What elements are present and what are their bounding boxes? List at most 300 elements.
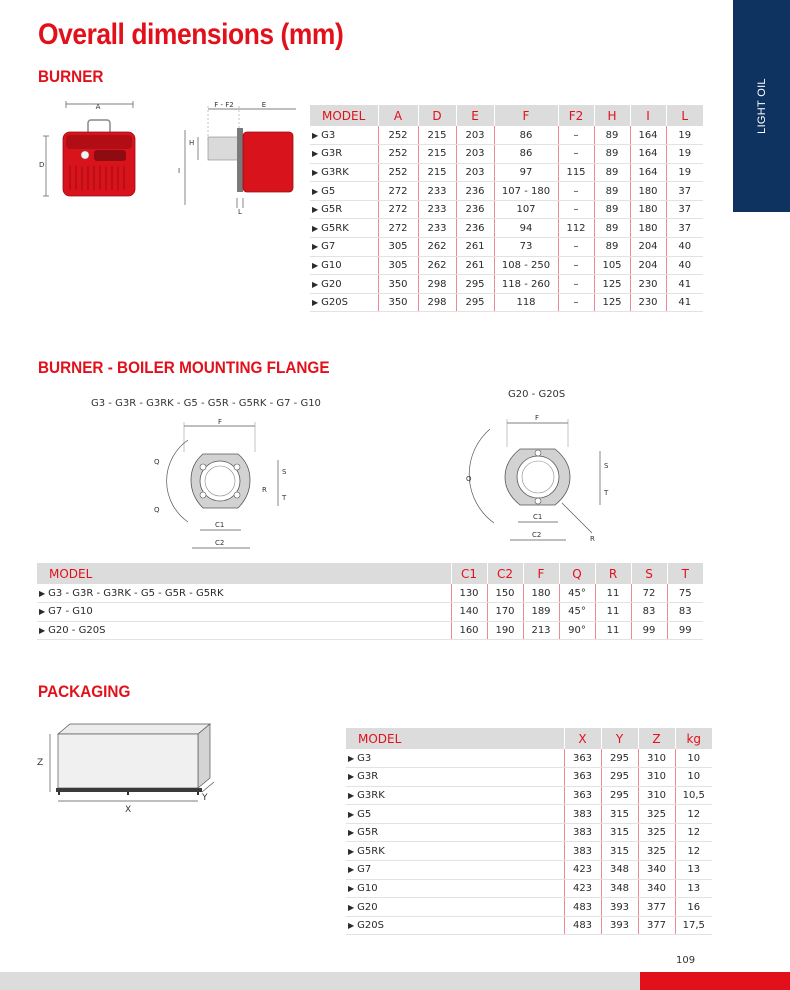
triangle-right-icon: ▶ — [312, 242, 319, 252]
burner-table-row — [310, 182, 703, 201]
model-name: G20 — [321, 278, 342, 290]
model-cell — [346, 879, 564, 898]
model-name: G3R — [357, 771, 379, 783]
triangle-right-icon: ▶ — [312, 167, 319, 177]
model-name: G5R — [357, 827, 379, 839]
value-cell: – — [558, 275, 594, 294]
packaging-dimensions-table — [346, 728, 712, 935]
value-cell: 215 — [418, 126, 456, 145]
triangle-right-icon: ▶ — [348, 753, 355, 763]
model-cell — [310, 293, 378, 312]
value-cell: 203 — [456, 163, 494, 182]
flange-right-dim-c2: C2 — [532, 531, 542, 539]
page-number: 109 — [676, 955, 696, 966]
value-cell: 305 — [378, 238, 418, 257]
value-cell: 73 — [494, 238, 558, 257]
column-header: I — [630, 105, 666, 126]
model-cell — [310, 145, 378, 164]
value-cell: – — [558, 126, 594, 145]
page-title: Overall dimensions (mm) — [38, 18, 344, 51]
value-cell: 180 — [630, 219, 666, 238]
burner-table-row — [310, 238, 703, 257]
model-cell — [346, 898, 564, 917]
value-cell: 11 — [595, 584, 631, 603]
value-cell: 377 — [638, 916, 675, 935]
value-cell: 315 — [601, 823, 638, 842]
triangle-right-icon: ▶ — [348, 828, 355, 838]
flange-right-dim-f: F — [535, 414, 540, 422]
section-title-flange: BURNER - BOILER MOUNTING FLANGE — [38, 358, 330, 377]
value-cell: 89 — [594, 182, 630, 201]
value-cell: 310 — [638, 786, 675, 805]
model-cell — [346, 805, 564, 824]
triangle-right-icon: ▶ — [312, 223, 319, 233]
value-cell: 86 — [494, 126, 558, 145]
flange-right-dim-q: Q — [466, 475, 472, 483]
value-cell: 89 — [594, 145, 630, 164]
packaging-table-row — [346, 823, 712, 842]
value-cell: 83 — [631, 603, 667, 622]
dim-label-d: D — [39, 161, 45, 169]
value-cell: 89 — [594, 219, 630, 238]
flange-right-dim-t: T — [604, 489, 609, 497]
side-tab-label: LIGHT OIL — [755, 78, 768, 134]
value-cell: 150 — [487, 584, 523, 603]
value-cell: 189 — [523, 603, 559, 622]
value-cell: 19 — [666, 126, 703, 145]
model-cell — [346, 916, 564, 935]
value-cell: 203 — [456, 145, 494, 164]
value-cell: 230 — [630, 293, 666, 312]
value-cell: 10,5 — [675, 786, 712, 805]
flange-right-dim-r: R — [590, 535, 595, 543]
value-cell: 90° — [559, 621, 595, 640]
flange-left-diagram — [148, 412, 308, 560]
column-header: MODEL — [37, 563, 451, 584]
value-cell: 89 — [594, 163, 630, 182]
packaging-table-row — [346, 861, 712, 880]
value-cell: 272 — [378, 182, 418, 201]
value-cell: 423 — [564, 861, 601, 880]
model-name: G20S — [357, 920, 384, 932]
value-cell: 377 — [638, 898, 675, 917]
value-cell: 236 — [456, 219, 494, 238]
triangle-right-icon: ▶ — [348, 772, 355, 782]
flange-left-dim-t: T — [282, 494, 287, 502]
value-cell: 40 — [666, 256, 703, 275]
value-cell: 75 — [667, 584, 703, 603]
value-cell: – — [558, 238, 594, 257]
dim-label-a: A — [95, 103, 101, 111]
burner-front-diagram — [36, 100, 148, 206]
value-cell: 107 — [494, 200, 558, 219]
value-cell: 105 — [594, 256, 630, 275]
value-cell: 94 — [494, 219, 558, 238]
model-name: G20 - G20S — [48, 624, 106, 636]
column-header: F — [523, 563, 559, 584]
column-header: F2 — [558, 105, 594, 126]
model-name: G10 — [357, 882, 378, 894]
model-cell — [310, 163, 378, 182]
value-cell: 190 — [487, 621, 523, 640]
column-header: S — [631, 563, 667, 584]
value-cell: 118 - 260 — [494, 275, 558, 294]
column-header: A — [378, 105, 418, 126]
model-name: G3 - G3R - G3RK - G5 - G5R - G5RK — [48, 587, 224, 599]
value-cell: 83 — [667, 603, 703, 622]
value-cell: 41 — [666, 275, 703, 294]
value-cell: 252 — [378, 126, 418, 145]
model-cell — [310, 126, 378, 145]
value-cell: 295 — [601, 786, 638, 805]
dim-label-e: E — [261, 101, 267, 109]
flange-left-dim-q1: Q — [154, 458, 160, 466]
value-cell: 325 — [638, 842, 675, 861]
value-cell: 107 - 180 — [494, 182, 558, 201]
burner-table-row — [310, 163, 703, 182]
value-cell: 298 — [418, 293, 456, 312]
model-cell — [346, 768, 564, 787]
flange-right-caption: G20 - G20S — [508, 389, 566, 400]
value-cell: 295 — [456, 293, 494, 312]
value-cell: 140 — [451, 603, 487, 622]
burner-side-diagram — [170, 100, 300, 218]
value-cell: 160 — [451, 621, 487, 640]
value-cell: 170 — [487, 603, 523, 622]
triangle-right-icon: ▶ — [39, 607, 46, 617]
model-cell — [346, 861, 564, 880]
value-cell: 383 — [564, 842, 601, 861]
column-header: H — [594, 105, 630, 126]
value-cell: 10 — [675, 749, 712, 768]
value-cell: 252 — [378, 163, 418, 182]
value-cell: 310 — [638, 749, 675, 768]
value-cell: 37 — [666, 182, 703, 201]
value-cell: 363 — [564, 768, 601, 787]
value-cell: 45° — [559, 603, 595, 622]
flange-left-dim-c2: C2 — [215, 539, 225, 547]
value-cell: 383 — [564, 805, 601, 824]
model-cell — [346, 842, 564, 861]
value-cell: 17,5 — [675, 916, 712, 935]
packaging-table-row — [346, 916, 712, 935]
value-cell: 213 — [523, 621, 559, 640]
value-cell: 305 — [378, 256, 418, 275]
value-cell: 37 — [666, 219, 703, 238]
packaging-diagram — [32, 720, 222, 820]
flange-table-row — [37, 621, 703, 640]
value-cell: 325 — [638, 805, 675, 824]
value-cell: 262 — [418, 238, 456, 257]
model-name: G5 — [321, 185, 336, 197]
value-cell: 383 — [564, 823, 601, 842]
flange-right-dim-c1: C1 — [533, 513, 543, 521]
column-header: kg — [675, 728, 712, 749]
model-name: G7 - G10 — [48, 606, 93, 618]
model-name: G10 — [321, 259, 342, 271]
value-cell: 204 — [630, 238, 666, 257]
value-cell: 12 — [675, 805, 712, 824]
value-cell: – — [558, 256, 594, 275]
value-cell: 483 — [564, 898, 601, 917]
flange-table-row — [37, 584, 703, 603]
value-cell: – — [558, 200, 594, 219]
model-name: G5RK — [357, 845, 385, 857]
packaging-table-row — [346, 898, 712, 917]
value-cell: 350 — [378, 275, 418, 294]
value-cell: 180 — [630, 200, 666, 219]
value-cell: 230 — [630, 275, 666, 294]
burner-table-row — [310, 126, 703, 145]
flange-left-dim-f: F — [218, 418, 223, 426]
value-cell: 295 — [601, 749, 638, 768]
packaging-dim-z: Z — [37, 758, 44, 768]
flange-table-row — [37, 603, 703, 622]
value-cell: 130 — [451, 584, 487, 603]
value-cell: 125 — [594, 275, 630, 294]
value-cell: 423 — [564, 879, 601, 898]
value-cell: 19 — [666, 145, 703, 164]
model-name: G5 — [357, 808, 372, 820]
model-cell — [346, 823, 564, 842]
value-cell: 13 — [675, 861, 712, 880]
burner-table-row — [310, 145, 703, 164]
packaging-dim-x: X — [125, 805, 132, 815]
model-name: G20 — [357, 901, 378, 913]
triangle-right-icon: ▶ — [348, 790, 355, 800]
value-cell: 298 — [418, 275, 456, 294]
value-cell: 12 — [675, 842, 712, 861]
column-header: F — [494, 105, 558, 126]
model-cell — [346, 749, 564, 768]
value-cell: 203 — [456, 126, 494, 145]
triangle-right-icon: ▶ — [39, 588, 46, 598]
model-cell — [310, 275, 378, 294]
flange-left-caption: G3 - G3R - G3RK - G5 - G5R - G5RK - G7 - G10 — [91, 398, 321, 409]
value-cell: 97 — [494, 163, 558, 182]
packaging-table-row — [346, 805, 712, 824]
value-cell: 310 — [638, 768, 675, 787]
value-cell: 89 — [594, 238, 630, 257]
column-header: Q — [559, 563, 595, 584]
value-cell: 295 — [601, 768, 638, 787]
footer-accent-bar — [640, 972, 790, 990]
model-cell — [310, 256, 378, 275]
packaging-table-row — [346, 768, 712, 787]
model-name: G5R — [321, 204, 343, 216]
model-name: G7 — [321, 241, 336, 253]
model-name: G3R — [321, 148, 343, 160]
side-tab — [733, 0, 790, 212]
value-cell: 89 — [594, 126, 630, 145]
value-cell: 252 — [378, 145, 418, 164]
burner-table-row — [310, 256, 703, 275]
triangle-right-icon: ▶ — [39, 625, 46, 635]
value-cell: 40 — [666, 238, 703, 257]
value-cell: – — [558, 293, 594, 312]
value-cell: 483 — [564, 916, 601, 935]
triangle-right-icon: ▶ — [312, 260, 319, 270]
value-cell: 164 — [630, 126, 666, 145]
model-cell — [310, 182, 378, 201]
table-header-row — [310, 105, 703, 126]
flange-left-dim-c1: C1 — [215, 521, 225, 529]
value-cell: 180 — [523, 584, 559, 603]
column-header: E — [456, 105, 494, 126]
value-cell: 19 — [666, 163, 703, 182]
triangle-right-icon: ▶ — [312, 149, 319, 159]
flange-left-dim-s: S — [282, 468, 287, 476]
triangle-right-icon: ▶ — [312, 298, 319, 308]
burner-table-row — [310, 293, 703, 312]
triangle-right-icon: ▶ — [348, 809, 355, 819]
dim-label-h: H — [189, 139, 195, 147]
value-cell: 37 — [666, 200, 703, 219]
value-cell: 11 — [595, 621, 631, 640]
column-header: C1 — [451, 563, 487, 584]
value-cell: 315 — [601, 842, 638, 861]
burner-dimensions-table — [310, 105, 703, 312]
model-name: G3RK — [321, 166, 349, 178]
value-cell: – — [558, 145, 594, 164]
value-cell: 236 — [456, 200, 494, 219]
value-cell: 325 — [638, 823, 675, 842]
value-cell: 272 — [378, 219, 418, 238]
value-cell: 348 — [601, 879, 638, 898]
dim-label-l: L — [238, 208, 242, 216]
triangle-right-icon: ▶ — [312, 279, 319, 289]
model-cell — [37, 584, 451, 603]
triangle-right-icon: ▶ — [312, 205, 319, 215]
value-cell: 215 — [418, 163, 456, 182]
burner-table-row — [310, 275, 703, 294]
model-cell — [310, 219, 378, 238]
flange-left-dim-q2: Q — [154, 506, 160, 514]
section-title-packaging: PACKAGING — [38, 682, 131, 701]
table-header-row — [37, 563, 703, 584]
column-header: MODEL — [346, 728, 564, 749]
packaging-table-row — [346, 842, 712, 861]
triangle-right-icon: ▶ — [348, 921, 355, 931]
value-cell: 86 — [494, 145, 558, 164]
value-cell: 115 — [558, 163, 594, 182]
triangle-right-icon: ▶ — [348, 846, 355, 856]
value-cell: 164 — [630, 145, 666, 164]
value-cell: 348 — [601, 861, 638, 880]
value-cell: 340 — [638, 879, 675, 898]
value-cell: 233 — [418, 200, 456, 219]
value-cell: 262 — [418, 256, 456, 275]
value-cell: 12 — [675, 823, 712, 842]
value-cell: 180 — [630, 182, 666, 201]
value-cell: 261 — [456, 238, 494, 257]
value-cell: 204 — [630, 256, 666, 275]
model-name: G7 — [357, 864, 372, 876]
table-header-row — [346, 728, 712, 749]
value-cell: 233 — [418, 182, 456, 201]
value-cell: 236 — [456, 182, 494, 201]
column-header: L — [666, 105, 703, 126]
flange-right-diagram — [460, 405, 620, 550]
flange-dimensions-table — [37, 563, 703, 640]
burner-table-row — [310, 219, 703, 238]
value-cell: 272 — [378, 200, 418, 219]
packaging-table-row — [346, 879, 712, 898]
section-title-burner: BURNER — [38, 67, 104, 86]
dim-label-f-f2: F - F2 — [214, 101, 234, 109]
value-cell: 393 — [601, 898, 638, 917]
value-cell: 112 — [558, 219, 594, 238]
value-cell: 315 — [601, 805, 638, 824]
value-cell: 89 — [594, 200, 630, 219]
value-cell: 363 — [564, 786, 601, 805]
value-cell: 118 — [494, 293, 558, 312]
flange-right-dim-s: S — [604, 462, 609, 470]
dim-label-i: I — [178, 167, 181, 175]
model-name: G20S — [321, 297, 348, 309]
model-cell — [310, 238, 378, 257]
value-cell: 72 — [631, 584, 667, 603]
packaging-dim-y: Y — [202, 793, 208, 803]
triangle-right-icon: ▶ — [312, 130, 319, 140]
value-cell: 108 - 250 — [494, 256, 558, 275]
value-cell: – — [558, 182, 594, 201]
column-header: T — [667, 563, 703, 584]
value-cell: 99 — [667, 621, 703, 640]
model-name: G3 — [321, 129, 336, 141]
value-cell: 99 — [631, 621, 667, 640]
flange-left-dim-r: R — [262, 486, 267, 494]
triangle-right-icon: ▶ — [348, 883, 355, 893]
column-header: X — [564, 728, 601, 749]
value-cell: 363 — [564, 749, 601, 768]
model-cell — [346, 786, 564, 805]
triangle-right-icon: ▶ — [348, 902, 355, 912]
value-cell: 11 — [595, 603, 631, 622]
packaging-table-row — [346, 786, 712, 805]
triangle-right-icon: ▶ — [348, 865, 355, 875]
burner-table-row — [310, 200, 703, 219]
model-cell — [310, 200, 378, 219]
value-cell: 164 — [630, 163, 666, 182]
column-header: C2 — [487, 563, 523, 584]
column-header: Z — [638, 728, 675, 749]
value-cell: 125 — [594, 293, 630, 312]
value-cell: 215 — [418, 145, 456, 164]
value-cell: 350 — [378, 293, 418, 312]
value-cell: 45° — [559, 584, 595, 603]
value-cell: 10 — [675, 768, 712, 787]
triangle-right-icon: ▶ — [312, 186, 319, 196]
model-cell — [37, 621, 451, 640]
value-cell: 340 — [638, 861, 675, 880]
model-cell — [37, 603, 451, 622]
column-header: R — [595, 563, 631, 584]
packaging-table-row — [346, 749, 712, 768]
value-cell: 295 — [456, 275, 494, 294]
value-cell: 41 — [666, 293, 703, 312]
column-header: MODEL — [310, 105, 378, 126]
model-name: G5RK — [321, 222, 349, 234]
value-cell: 261 — [456, 256, 494, 275]
model-name: G3RK — [357, 789, 385, 801]
model-name: G3 — [357, 752, 372, 764]
value-cell: 233 — [418, 219, 456, 238]
value-cell: 393 — [601, 916, 638, 935]
column-header: D — [418, 105, 456, 126]
value-cell: 16 — [675, 898, 712, 917]
column-header: Y — [601, 728, 638, 749]
